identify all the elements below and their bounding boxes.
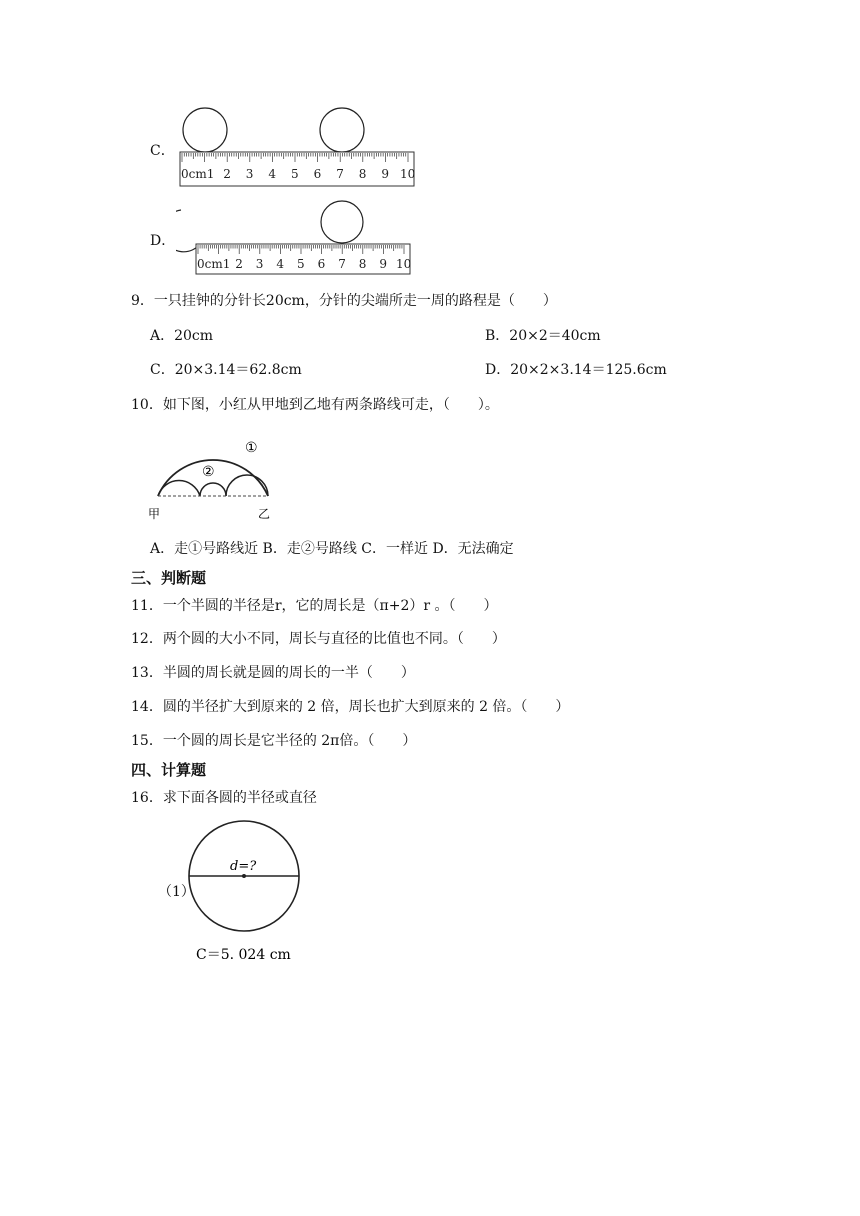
circle-right-c bbox=[320, 108, 364, 152]
route-figure bbox=[144, 428, 284, 524]
ruler-tick-label: 2 bbox=[235, 257, 243, 271]
judge-11: 11．一个半圆的半径是r，它的周长是（π+2）r 。（ ） bbox=[131, 598, 498, 614]
ruler-tick-label: 10 bbox=[396, 257, 412, 271]
judge-15: 15．一个圆的周长是它半径的 2π倍。（ ） bbox=[131, 733, 417, 749]
ruler-tick-label: 0cm1 bbox=[197, 257, 231, 271]
judge-14: 14．圆的半径扩大到原来的 2 倍，周长也扩大到原来的 2 倍。（ ） bbox=[131, 699, 570, 715]
q9-stem: 9．一只挂钟的分针长20cm，分针的尖端所走一周的路程是（ ） bbox=[131, 293, 557, 309]
ruler-tick-label: 4 bbox=[276, 257, 285, 271]
option-c-label: C． bbox=[150, 143, 175, 159]
judge-12: 12．两个圆的大小不同，周长与直径的比值也不同。（ ） bbox=[131, 631, 506, 647]
ruler-tick-label: 0cm1 bbox=[181, 167, 215, 181]
q9-option-c: C．20×3.14＝62.8cm bbox=[150, 362, 302, 378]
ruler-tick-label: 9 bbox=[379, 257, 388, 271]
ruler-tick-label: 6 bbox=[317, 257, 326, 271]
center-dot bbox=[242, 874, 246, 878]
circle-left-c bbox=[183, 108, 227, 152]
start-label: 甲 bbox=[148, 507, 161, 521]
ruler-figure-c bbox=[176, 104, 416, 188]
judge-13: 13．半圆的周长就是圆的周长的一半（ ） bbox=[131, 665, 415, 681]
ruler-tick-label: 3 bbox=[255, 257, 264, 271]
ruler-tick-label: 7 bbox=[336, 167, 344, 181]
q9-option-d: D．20×2×3.14＝125.6cm bbox=[485, 362, 667, 378]
ruler-tick-label: 10 bbox=[400, 167, 416, 181]
q10-options: A．走①号路线近 B．走②号路线 C．一样近 D．无法确定 bbox=[150, 541, 514, 557]
section-3-title: 三、判断题 bbox=[131, 569, 207, 587]
ruler-tick-label: 5 bbox=[291, 167, 299, 181]
end-label: 乙 bbox=[258, 507, 271, 521]
circle-right-d bbox=[321, 201, 363, 243]
ruler-figure-d bbox=[176, 200, 416, 276]
q16-stem: 16．求下面各圆的半径或直径 bbox=[131, 790, 317, 806]
ruler-tick-label: 8 bbox=[358, 257, 367, 271]
ruler-tick-label: 8 bbox=[358, 167, 367, 181]
ruler-tick-label: 6 bbox=[313, 167, 322, 181]
circumference-caption: C＝5. 024 cm bbox=[196, 947, 291, 963]
diameter-label: d=? bbox=[230, 859, 257, 874]
ruler-tick-label: 5 bbox=[297, 257, 305, 271]
circle-figure bbox=[186, 818, 316, 970]
ruler-tick-label: 4 bbox=[268, 167, 277, 181]
q9-option-a: A．20cm bbox=[150, 328, 214, 344]
q9-option-b: B．20×2＝40cm bbox=[485, 328, 601, 344]
section-4-title: 四、计算题 bbox=[131, 761, 207, 779]
route-1-label: ① bbox=[245, 440, 258, 456]
route-2-arc-b bbox=[200, 483, 226, 496]
ruler-tick-label: 7 bbox=[338, 257, 346, 271]
route-2-arc-a bbox=[158, 481, 200, 496]
ruler-tick-label: 3 bbox=[245, 167, 254, 181]
ruler-tick-label: 9 bbox=[381, 167, 390, 181]
q16-sub1-label: （1） bbox=[158, 884, 195, 900]
q10-stem: 10．如下图，小红从甲地到乙地有两条路线可走，（ ）。 bbox=[131, 397, 499, 413]
route-2-label: ② bbox=[202, 464, 215, 480]
ruler-tick-label: 2 bbox=[223, 167, 231, 181]
option-d-label: D． bbox=[150, 233, 176, 249]
